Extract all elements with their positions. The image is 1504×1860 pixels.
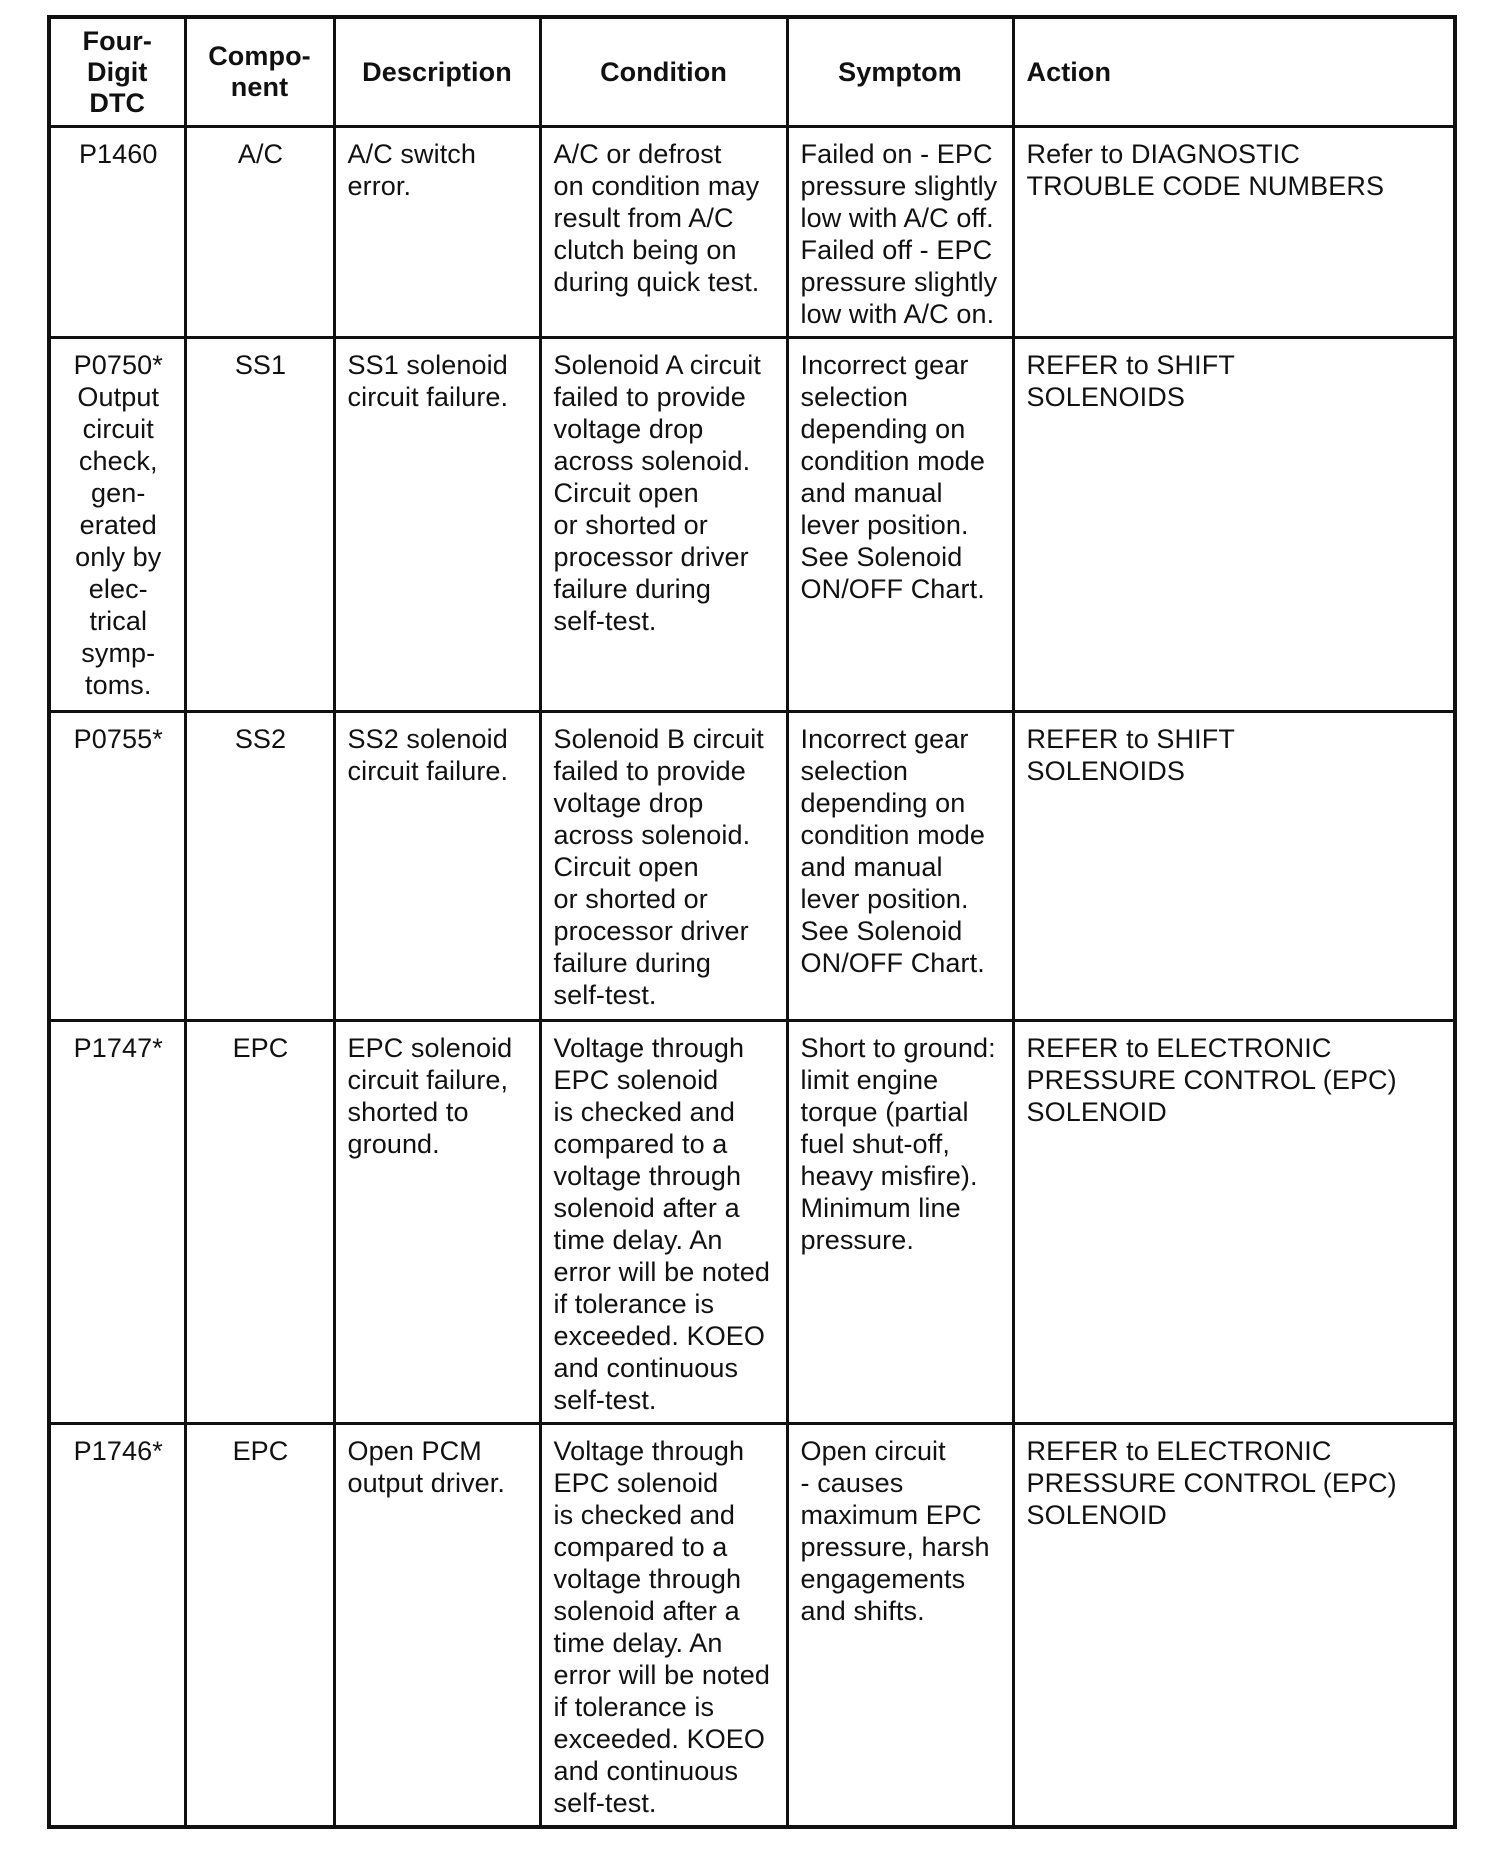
- description-cell: SS2 solenoid circuit failure.: [334, 712, 540, 1021]
- component-cell: A/C: [185, 127, 334, 338]
- dtc-code: P0755*: [49, 712, 185, 1021]
- action-cell: REFER to SHIFT SOLENOIDS: [1013, 712, 1455, 1021]
- component-cell: SS1: [185, 338, 334, 712]
- description-cell: Open PCM output driver.: [334, 1424, 540, 1828]
- action-cell: REFER to ELECTRONIC PRESSURE CONTROL (EPC) SOLENOID: [1013, 1021, 1455, 1424]
- header-symptom: Symptom: [787, 17, 1013, 127]
- description-cell: A/C switch error.: [334, 127, 540, 338]
- dtc-code: P1460: [49, 127, 185, 338]
- dtc-code: P0750* Output circuit check, gen- erated only by elec- trical symp- toms.: [49, 338, 185, 712]
- symptom-cell: Incorrect gear selection depending on condition mode and manual lever position. See Solenoid ON/OFF Chart.: [787, 712, 1013, 1021]
- dtc-code: P1747*: [49, 1021, 185, 1424]
- condition-cell: Solenoid A circuit failed to provide voltage drop across solenoid. Circuit open or shorted or processor driver failure during self-test.: [540, 338, 787, 712]
- symptom-cell: Open circuit - causes maximum EPC pressure, harsh engagements and shifts.: [787, 1424, 1013, 1828]
- symptom-cell: Short to ground: limit engine torque (partial fuel shut-off, heavy misfire). Minimum line pressure.: [787, 1021, 1013, 1424]
- header-dtc: Four- Digit DTC: [49, 17, 185, 127]
- description-cell: SS1 solenoid circuit failure.: [334, 338, 540, 712]
- header-description: Description: [334, 17, 540, 127]
- component-cell: EPC: [185, 1021, 334, 1424]
- symptom-cell: Failed on - EPC pressure slightly low with A/C off. Failed off - EPC pressure slightly low with A/C on.: [787, 127, 1013, 338]
- table-row: [49, 712, 1455, 1021]
- header-action: Action: [1013, 17, 1455, 127]
- table-row: [49, 127, 1455, 338]
- action-cell: REFER to ELECTRONIC PRESSURE CONTROL (EPC) SOLENOID: [1013, 1424, 1455, 1828]
- header-condition: Condition: [540, 17, 787, 127]
- dtc-table: [47, 15, 1457, 1829]
- symptom-cell: Incorrect gear selection depending on condition mode and manual lever position. See Solenoid ON/OFF Chart.: [787, 338, 1013, 712]
- component-cell: SS2: [185, 712, 334, 1021]
- description-cell: EPC solenoid circuit failure, shorted to ground.: [334, 1021, 540, 1424]
- header-component: Compo- nent: [185, 17, 334, 127]
- condition-cell: Voltage through EPC solenoid is checked and compared to a voltage through solenoid after a time delay. An error will be noted if tolerance is exceeded. KOEO and continuous self-test.: [540, 1424, 787, 1828]
- action-cell: Refer to DIAGNOSTIC TROUBLE CODE NUMBERS: [1013, 127, 1455, 338]
- header-row: [49, 17, 1455, 127]
- component-cell: EPC: [185, 1424, 334, 1828]
- table-row: [49, 338, 1455, 712]
- condition-cell: A/C or defrost on condition may result from A/C clutch being on during quick test.: [540, 127, 787, 338]
- dtc-code: P1746*: [49, 1424, 185, 1828]
- condition-cell: Voltage through EPC solenoid is checked and compared to a voltage through solenoid after a time delay. An error will be noted if tolerance is exceeded. KOEO and continuous self-test.: [540, 1021, 787, 1424]
- table-row: [49, 1424, 1455, 1828]
- action-cell: REFER to SHIFT SOLENOIDS: [1013, 338, 1455, 712]
- table-row: [49, 1021, 1455, 1424]
- condition-cell: Solenoid B circuit failed to provide voltage drop across solenoid. Circuit open or shorted or processor driver failure during self-test.: [540, 712, 787, 1021]
